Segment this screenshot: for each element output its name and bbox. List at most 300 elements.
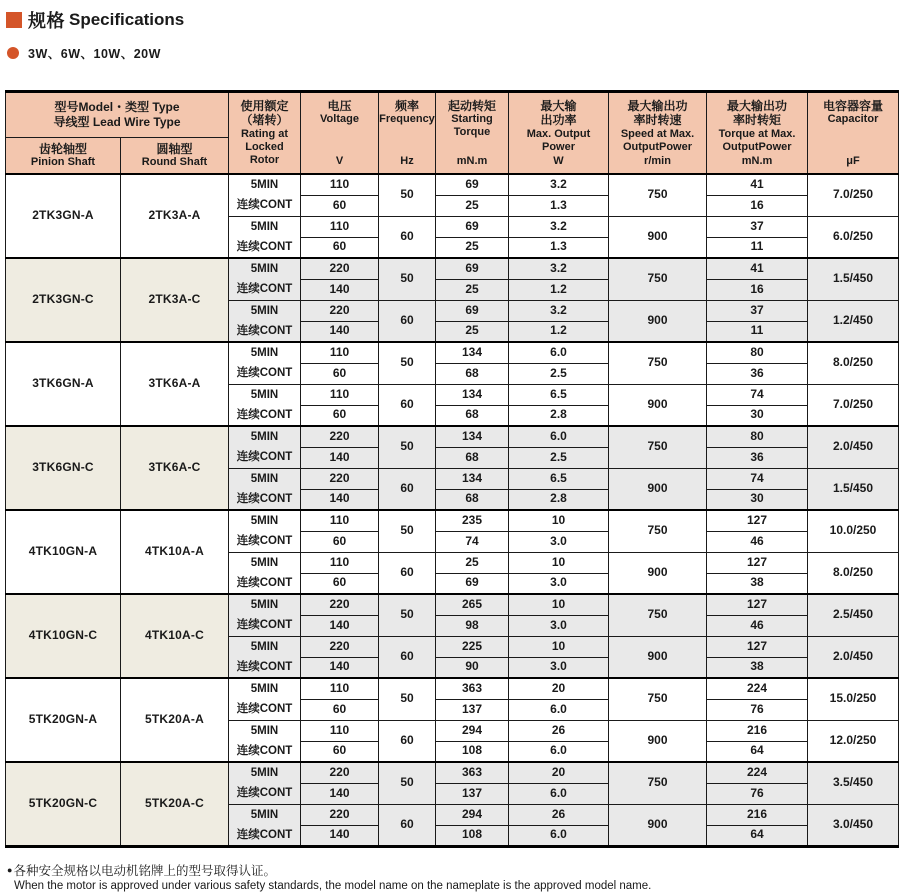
capacitor-cell: 12.0/250	[808, 720, 899, 762]
max-output-power-cell: 10	[509, 510, 609, 531]
frequency-cell: 50	[379, 174, 436, 216]
header-line-en: Max. Output	[527, 128, 591, 141]
speed-cell: 750	[609, 258, 707, 300]
rating-cell	[229, 720, 301, 762]
voltage-cell: 110	[301, 216, 379, 237]
header-line-en: Pinion Shaft	[6, 156, 120, 169]
frequency-cell: 60	[379, 720, 436, 762]
max-output-power-cell: 1.3	[509, 237, 609, 258]
rating-cell	[229, 342, 301, 384]
starting-torque-cell: 294	[436, 720, 509, 741]
max-output-power-cell: 2.8	[509, 489, 609, 510]
specifications-table	[5, 90, 899, 848]
frequency-cell: 50	[379, 342, 436, 384]
starting-torque-cell: 363	[436, 678, 509, 699]
pinion-model-cell: 5TK20GN-C	[6, 762, 121, 846]
title-square-icon	[6, 12, 22, 28]
max-output-power-cell: 10	[509, 594, 609, 615]
max-output-power-cell: 6.0	[509, 699, 609, 720]
voltage-cell: 140	[301, 657, 379, 678]
frequency-cell: 60	[379, 468, 436, 510]
capacitor-cell: 7.0/250	[808, 384, 899, 426]
max-output-power-cell: 3.2	[509, 300, 609, 321]
header-line-zh: 导线型 Lead Wire Type	[6, 115, 228, 130]
speed-cell: 900	[609, 216, 707, 258]
starting-torque-cell: 134	[436, 468, 509, 489]
unit-label: W	[553, 155, 563, 168]
frequency-cell: 50	[379, 594, 436, 636]
speed-cell: 750	[609, 594, 707, 636]
starting-torque-cell: 108	[436, 741, 509, 762]
max-output-power-cell: 1.2	[509, 321, 609, 342]
rating-line: 5MIN	[229, 763, 300, 783]
page-title-zh: 规格	[28, 7, 65, 33]
header-line-en: Locked	[245, 141, 284, 154]
max-output-power-header	[509, 92, 609, 175]
rating-line: 5MIN	[229, 595, 300, 615]
torque-at-max-cell: 80	[707, 426, 808, 447]
footnote-en-text: When the motor is approved under various safety standards, the model name on the nameplate is the approved model name.	[14, 879, 898, 894]
starting-torque-cell: 25	[436, 321, 509, 342]
frequency-cell: 60	[379, 216, 436, 258]
header-line-en: Speed at Max.	[621, 128, 694, 141]
frequency-cell: 60	[379, 552, 436, 594]
speed-cell: 900	[609, 300, 707, 342]
table-row	[6, 174, 899, 195]
max-output-power-cell: 6.0	[509, 783, 609, 804]
torque-at-max-cell: 224	[707, 678, 808, 699]
starting-torque-cell: 265	[436, 594, 509, 615]
voltage-cell: 60	[301, 237, 379, 258]
torque-at-max-cell: 76	[707, 699, 808, 720]
section-title	[6, 7, 898, 33]
max-output-power-cell: 26	[509, 804, 609, 825]
voltage-cell: 220	[301, 804, 379, 825]
table-row	[6, 426, 899, 447]
starting-torque-cell: 69	[436, 573, 509, 594]
header-line-zh: 圆轴型	[121, 142, 228, 157]
header-line-zh: 率时转矩	[719, 113, 796, 128]
torque-at-max-cell: 41	[707, 258, 808, 279]
speed-cell: 900	[609, 384, 707, 426]
max-output-power-cell: 20	[509, 762, 609, 783]
header-line-zh: 频率	[379, 99, 435, 114]
speed-cell: 750	[609, 426, 707, 468]
unit-label: mN.m	[742, 155, 773, 168]
unit-label: r/min	[644, 155, 671, 168]
header-line-en: OutputPower	[621, 141, 694, 154]
capacitor-cell: 1.2/450	[808, 300, 899, 342]
torque-at-max-cell: 127	[707, 594, 808, 615]
speed-header	[609, 92, 707, 175]
voltage-cell: 110	[301, 678, 379, 699]
page-title-en: Specifications	[69, 10, 184, 30]
voltage-cell: 140	[301, 489, 379, 510]
rating-line: 5MIN	[229, 259, 300, 279]
capacitor-cell: 10.0/250	[808, 510, 899, 552]
frequency-cell: 50	[379, 762, 436, 804]
voltage-cell: 110	[301, 510, 379, 531]
starting-torque-cell: 69	[436, 174, 509, 195]
rating-line: 连续CONT	[229, 489, 300, 509]
round-model-cell: 4TK10A-C	[121, 594, 229, 678]
rating-cell	[229, 300, 301, 342]
voltage-cell: 110	[301, 720, 379, 741]
starting-torque-cell: 134	[436, 384, 509, 405]
max-output-power-cell: 2.5	[509, 447, 609, 468]
torque-at-max-cell: 74	[707, 384, 808, 405]
capacitor-cell: 15.0/250	[808, 678, 899, 720]
capacitor-cell: 8.0/250	[808, 552, 899, 594]
footnote-zh-line	[7, 863, 898, 880]
max-output-power-cell: 3.2	[509, 216, 609, 237]
header-line-en: Frequency	[379, 113, 435, 126]
max-output-power-cell: 2.5	[509, 363, 609, 384]
circle-bullet-icon	[7, 47, 19, 59]
rating-cell	[229, 258, 301, 300]
max-output-power-cell: 6.0	[509, 342, 609, 363]
voltage-cell: 220	[301, 594, 379, 615]
starting-torque-cell: 363	[436, 762, 509, 783]
speed-cell: 900	[609, 804, 707, 846]
round-model-cell: 3TK6A-A	[121, 342, 229, 426]
rating-line: 5MIN	[229, 469, 300, 489]
starting-torque-cell: 90	[436, 657, 509, 678]
speed-cell: 750	[609, 678, 707, 720]
rating-line: 连续CONT	[229, 531, 300, 551]
unit-label: Hz	[400, 155, 413, 168]
torque-at-max-cell: 216	[707, 804, 808, 825]
header-line-en: OutputPower	[719, 141, 796, 154]
rating-line: 连续CONT	[229, 363, 300, 383]
rating-line: 连续CONT	[229, 783, 300, 803]
max-output-power-cell: 3.0	[509, 573, 609, 594]
rating-line: 5MIN	[229, 679, 300, 699]
torque-at-max-cell: 37	[707, 300, 808, 321]
starting-torque-cell: 137	[436, 699, 509, 720]
max-output-power-cell: 20	[509, 678, 609, 699]
round-model-cell: 2TK3A-C	[121, 258, 229, 342]
torque-at-max-cell: 216	[707, 720, 808, 741]
capacitor-cell: 3.5/450	[808, 762, 899, 804]
header-line-zh: 型号Model・类型 Type	[6, 100, 228, 115]
rating-cell	[229, 636, 301, 678]
voltage-cell: 140	[301, 615, 379, 636]
torque-at-max-cell: 74	[707, 468, 808, 489]
header-line-en: Power	[527, 141, 591, 154]
pinion-shaft-header	[6, 138, 121, 175]
capacitor-cell: 2.0/450	[808, 636, 899, 678]
round-model-cell: 2TK3A-A	[121, 174, 229, 258]
starting-torque-cell: 68	[436, 447, 509, 468]
header-line-en: Capacitor	[823, 113, 883, 126]
torque-at-max-cell: 37	[707, 216, 808, 237]
voltage-cell: 110	[301, 552, 379, 573]
rating-cell	[229, 552, 301, 594]
header-line-en: Rating at	[241, 128, 288, 141]
frequency-cell: 60	[379, 384, 436, 426]
wattage-text: 3W、6W、10W、20W	[28, 44, 161, 62]
voltage-cell: 60	[301, 405, 379, 426]
max-output-power-cell: 6.0	[509, 741, 609, 762]
pinion-model-cell: 4TK10GN-A	[6, 510, 121, 594]
header-line-en: Rotor	[250, 154, 279, 167]
unit-label: V	[336, 155, 343, 168]
torque-at-max-cell: 224	[707, 762, 808, 783]
header-line-en: Voltage	[320, 113, 359, 126]
max-output-power-cell: 10	[509, 552, 609, 573]
speed-cell: 750	[609, 174, 707, 216]
torque-at-max-cell: 127	[707, 510, 808, 531]
frequency-header	[379, 92, 436, 175]
round-model-cell: 5TK20A-A	[121, 678, 229, 762]
header-line-en: Torque at Max.	[719, 128, 796, 141]
torque-at-max-cell: 16	[707, 279, 808, 300]
voltage-cell: 140	[301, 825, 379, 846]
spec-table-body	[6, 174, 899, 846]
torque-at-max-cell: 46	[707, 615, 808, 636]
torque-at-max-cell: 64	[707, 741, 808, 762]
pinion-model-cell: 3TK6GN-C	[6, 426, 121, 510]
capacitor-cell: 8.0/250	[808, 342, 899, 384]
frequency-cell: 50	[379, 258, 436, 300]
header-line-zh: 出功率	[527, 113, 591, 128]
capacitor-cell: 1.5/450	[808, 258, 899, 300]
starting-torque-header	[436, 92, 509, 175]
voltage-cell: 60	[301, 363, 379, 384]
rating-line: 连续CONT	[229, 825, 300, 845]
header-line-zh: 率时转速	[621, 113, 694, 128]
starting-torque-cell: 69	[436, 216, 509, 237]
max-output-power-cell: 1.3	[509, 195, 609, 216]
rating-header	[229, 92, 301, 175]
max-output-power-cell: 3.2	[509, 174, 609, 195]
rating-cell	[229, 426, 301, 468]
rating-cell	[229, 510, 301, 552]
voltage-cell: 220	[301, 636, 379, 657]
rating-cell	[229, 468, 301, 510]
table-row	[6, 678, 899, 699]
starting-torque-cell: 108	[436, 825, 509, 846]
starting-torque-cell: 25	[436, 237, 509, 258]
rating-line: 5MIN	[229, 301, 300, 321]
max-output-power-cell: 3.0	[509, 531, 609, 552]
max-output-power-cell: 2.8	[509, 405, 609, 426]
rating-line: 连续CONT	[229, 615, 300, 635]
rating-line: 连续CONT	[229, 657, 300, 677]
table-row	[6, 594, 899, 615]
rating-line: 连续CONT	[229, 195, 300, 215]
starting-torque-cell: 69	[436, 258, 509, 279]
frequency-cell: 60	[379, 636, 436, 678]
torque-at-max-cell: 11	[707, 321, 808, 342]
voltage-cell: 140	[301, 321, 379, 342]
voltage-cell: 60	[301, 195, 379, 216]
voltage-cell: 60	[301, 699, 379, 720]
rating-line: 连续CONT	[229, 279, 300, 299]
rating-line: 连续CONT	[229, 741, 300, 761]
speed-cell: 900	[609, 636, 707, 678]
voltage-cell: 220	[301, 468, 379, 489]
header-line-zh: 使用额定	[240, 99, 288, 114]
max-output-power-cell: 6.0	[509, 825, 609, 846]
frequency-cell: 60	[379, 300, 436, 342]
max-output-power-cell: 6.0	[509, 426, 609, 447]
speed-cell: 750	[609, 762, 707, 804]
pinion-model-cell: 2TK3GN-C	[6, 258, 121, 342]
header-line-zh: 电容器容量	[823, 99, 883, 114]
voltage-header	[301, 92, 379, 175]
header-line-en: Torque	[448, 126, 496, 139]
pinion-model-cell: 5TK20GN-A	[6, 678, 121, 762]
torque-at-max-cell: 36	[707, 363, 808, 384]
rating-line: 连续CONT	[229, 573, 300, 593]
unit-label: mN.m	[457, 155, 488, 168]
rating-line: 5MIN	[229, 217, 300, 237]
voltage-cell: 220	[301, 258, 379, 279]
table-header	[6, 92, 899, 175]
rating-line: 5MIN	[229, 721, 300, 741]
header-line-zh: 齿轮轴型	[6, 142, 120, 157]
rating-line: 5MIN	[229, 385, 300, 405]
rating-cell	[229, 804, 301, 846]
header-line-zh: 最大输出功	[719, 99, 796, 114]
starting-torque-cell: 68	[436, 405, 509, 426]
torque-at-max-cell: 76	[707, 783, 808, 804]
table-row	[6, 258, 899, 279]
voltage-cell: 60	[301, 573, 379, 594]
rating-line: 连续CONT	[229, 447, 300, 467]
starting-torque-cell: 74	[436, 531, 509, 552]
starting-torque-cell: 25	[436, 279, 509, 300]
header-line-zh: 最大输	[527, 99, 591, 114]
starting-torque-cell: 137	[436, 783, 509, 804]
rating-cell	[229, 216, 301, 258]
starting-torque-cell: 68	[436, 489, 509, 510]
frequency-cell: 50	[379, 510, 436, 552]
voltage-cell: 140	[301, 447, 379, 468]
starting-torque-cell: 25	[436, 195, 509, 216]
footnote-zh-text: 各种安全规格以电动机铭牌上的型号取得认证。	[13, 864, 276, 878]
starting-torque-cell: 98	[436, 615, 509, 636]
pinion-model-cell: 4TK10GN-C	[6, 594, 121, 678]
torque-at-max-cell: 127	[707, 552, 808, 573]
voltage-cell: 140	[301, 279, 379, 300]
capacitor-cell: 2.0/450	[808, 426, 899, 468]
voltage-cell: 220	[301, 762, 379, 783]
voltage-cell: 60	[301, 741, 379, 762]
rating-line: 连续CONT	[229, 699, 300, 719]
torque-at-max-cell: 16	[707, 195, 808, 216]
max-output-power-cell: 3.0	[509, 615, 609, 636]
header-line-en: Starting	[448, 113, 496, 126]
voltage-cell: 220	[301, 426, 379, 447]
torque-at-max-cell: 38	[707, 573, 808, 594]
starting-torque-cell: 134	[436, 426, 509, 447]
starting-torque-cell: 134	[436, 342, 509, 363]
torque-at-max-cell: 36	[707, 447, 808, 468]
rating-cell	[229, 678, 301, 720]
max-output-power-cell: 3.2	[509, 258, 609, 279]
rating-cell	[229, 384, 301, 426]
capacitor-cell: 1.5/450	[808, 468, 899, 510]
speed-cell: 900	[609, 468, 707, 510]
header-line-en: Round Shaft	[121, 156, 228, 169]
capacitor-cell: 3.0/450	[808, 804, 899, 846]
header-line-zh: 最大输出功	[621, 99, 694, 114]
table-row	[6, 342, 899, 363]
voltage-cell: 110	[301, 174, 379, 195]
round-model-cell: 4TK10A-A	[121, 510, 229, 594]
rating-cell	[229, 594, 301, 636]
round-shaft-header	[121, 138, 229, 175]
starting-torque-cell: 69	[436, 300, 509, 321]
header-line-zh: （堵转）	[240, 113, 288, 128]
rating-line: 5MIN	[229, 343, 300, 363]
rating-cell	[229, 762, 301, 804]
rating-line: 5MIN	[229, 637, 300, 657]
starting-torque-cell: 225	[436, 636, 509, 657]
voltage-cell: 60	[301, 531, 379, 552]
rating-line: 5MIN	[229, 805, 300, 825]
footnote-bullet-icon: ●	[7, 865, 12, 875]
rating-line: 连续CONT	[229, 237, 300, 257]
starting-torque-cell: 68	[436, 363, 509, 384]
max-output-power-cell: 6.5	[509, 468, 609, 489]
rating-cell	[229, 174, 301, 216]
speed-cell: 750	[609, 510, 707, 552]
rating-line: 5MIN	[229, 511, 300, 531]
frequency-cell: 50	[379, 678, 436, 720]
torque-at-max-cell: 11	[707, 237, 808, 258]
voltage-cell: 110	[301, 384, 379, 405]
pinion-model-cell: 2TK3GN-A	[6, 174, 121, 258]
max-output-power-cell: 26	[509, 720, 609, 741]
torque-at-max-cell: 80	[707, 342, 808, 363]
max-output-power-cell: 10	[509, 636, 609, 657]
round-model-cell: 3TK6A-C	[121, 426, 229, 510]
starting-torque-cell: 235	[436, 510, 509, 531]
torque-at-max-cell: 30	[707, 405, 808, 426]
starting-torque-cell: 294	[436, 804, 509, 825]
voltage-cell: 110	[301, 342, 379, 363]
max-output-power-cell: 3.0	[509, 657, 609, 678]
rating-line: 5MIN	[229, 427, 300, 447]
speed-cell: 750	[609, 342, 707, 384]
capacitor-cell: 6.0/250	[808, 216, 899, 258]
torque-at-max-header	[707, 92, 808, 175]
speed-cell: 900	[609, 720, 707, 762]
voltage-cell: 220	[301, 300, 379, 321]
round-model-cell: 5TK20A-C	[121, 762, 229, 846]
capacitor-header	[808, 92, 899, 175]
speed-cell: 900	[609, 552, 707, 594]
pinion-model-cell: 3TK6GN-A	[6, 342, 121, 426]
max-output-power-cell: 1.2	[509, 279, 609, 300]
wattage-line	[7, 44, 898, 62]
torque-at-max-cell: 38	[707, 657, 808, 678]
capacitor-cell: 2.5/450	[808, 594, 899, 636]
rating-line: 5MIN	[229, 553, 300, 573]
table-row	[6, 510, 899, 531]
unit-label: μF	[846, 155, 859, 168]
torque-at-max-cell: 30	[707, 489, 808, 510]
torque-at-max-cell: 41	[707, 174, 808, 195]
frequency-cell: 60	[379, 804, 436, 846]
header-line-zh: 电压	[320, 99, 359, 114]
torque-at-max-cell: 46	[707, 531, 808, 552]
starting-torque-cell: 25	[436, 552, 509, 573]
